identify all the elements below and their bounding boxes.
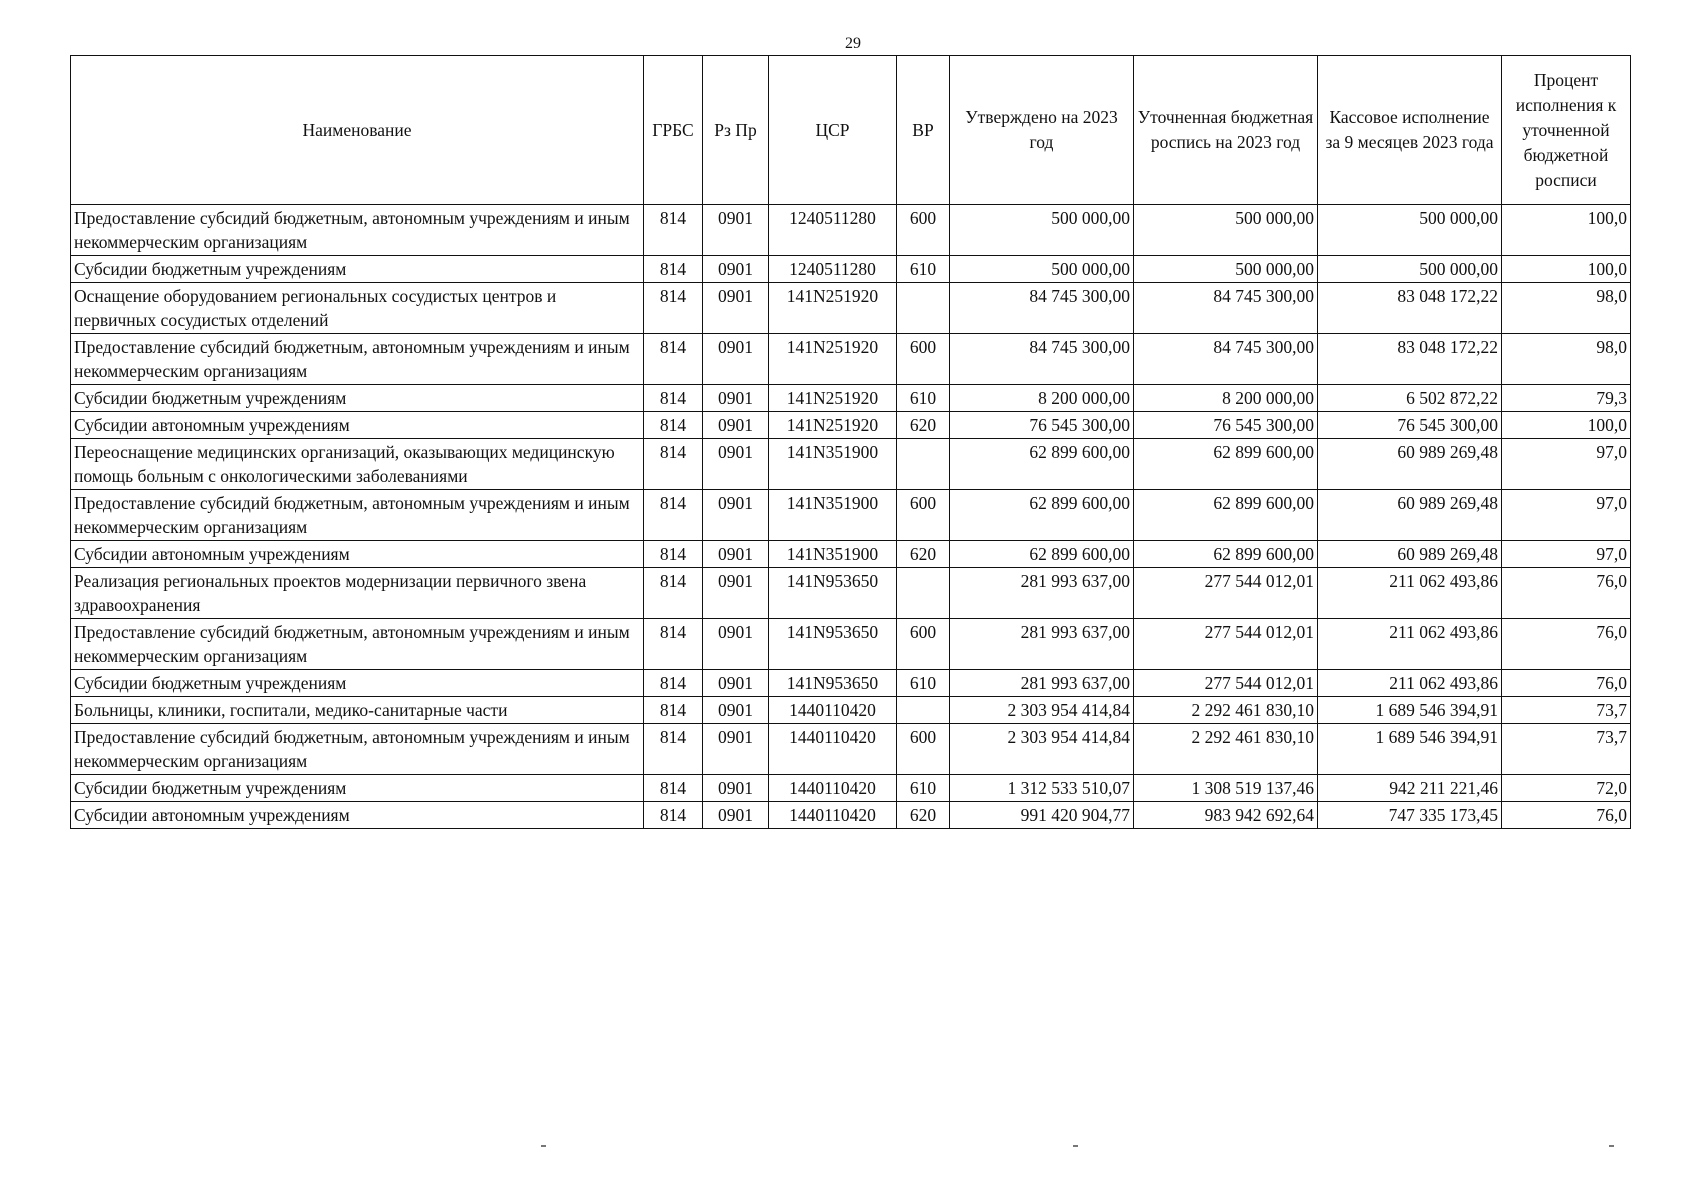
cell-approved: 84 745 300,00	[950, 283, 1134, 334]
table-row	[71, 619, 1631, 670]
cell-csr: 141N953650	[769, 568, 897, 619]
cell-csr: 141N953650	[769, 619, 897, 670]
table-row	[71, 205, 1631, 256]
cell-vr: 620	[897, 412, 950, 439]
cell-rzpr: 0901	[703, 541, 769, 568]
scan-mark	[1609, 1145, 1614, 1147]
cell-refined: 500 000,00	[1134, 205, 1318, 256]
cell-grbs: 814	[644, 439, 703, 490]
cell-grbs: 814	[644, 385, 703, 412]
cell-csr: 141N251920	[769, 385, 897, 412]
cell-vr: 610	[897, 256, 950, 283]
cell-rzpr: 0901	[703, 205, 769, 256]
cell-approved: 62 899 600,00	[950, 490, 1134, 541]
cell-csr: 141N251920	[769, 334, 897, 385]
table-row	[71, 385, 1631, 412]
cell-refined: 983 942 692,64	[1134, 802, 1318, 829]
cell-rzpr: 0901	[703, 670, 769, 697]
budget-table	[70, 55, 1631, 829]
cell-approved: 84 745 300,00	[950, 334, 1134, 385]
cell-refined: 1 308 519 137,46	[1134, 775, 1318, 802]
cell-grbs: 814	[644, 412, 703, 439]
cell-csr: 141N953650	[769, 670, 897, 697]
header-csr: ЦСР	[769, 56, 897, 205]
cell-vr: 620	[897, 541, 950, 568]
cell-name: Предоставление субсидий бюджетным, автономным учреждениям и иным некоммерческим организациям	[71, 334, 644, 385]
cell-percent: 76,0	[1502, 670, 1631, 697]
cell-cash: 76 545 300,00	[1318, 412, 1502, 439]
table-row	[71, 334, 1631, 385]
cell-cash: 942 211 221,46	[1318, 775, 1502, 802]
cell-cash: 1 689 546 394,91	[1318, 724, 1502, 775]
cell-name: Переоснащение медицинских организаций, оказывающих медицинскую помощь больным с онкологическими заболеваниями	[71, 439, 644, 490]
cell-rzpr: 0901	[703, 490, 769, 541]
cell-grbs: 814	[644, 724, 703, 775]
cell-rzpr: 0901	[703, 619, 769, 670]
cell-approved: 500 000,00	[950, 205, 1134, 256]
cell-percent: 76,0	[1502, 619, 1631, 670]
cell-refined: 62 899 600,00	[1134, 490, 1318, 541]
header-cash: Кассовое исполнение за 9 месяцев 2023 года	[1318, 56, 1502, 205]
cell-rzpr: 0901	[703, 775, 769, 802]
cell-approved: 62 899 600,00	[950, 541, 1134, 568]
cell-vr: 600	[897, 619, 950, 670]
cell-approved: 991 420 904,77	[950, 802, 1134, 829]
cell-refined: 277 544 012,01	[1134, 619, 1318, 670]
cell-refined: 2 292 461 830,10	[1134, 724, 1318, 775]
cell-vr: 600	[897, 205, 950, 256]
cell-name: Предоставление субсидий бюджетным, автономным учреждениям и иным некоммерческим организациям	[71, 724, 644, 775]
cell-name: Субсидии автономным учреждениям	[71, 412, 644, 439]
cell-refined: 76 545 300,00	[1134, 412, 1318, 439]
cell-cash: 83 048 172,22	[1318, 283, 1502, 334]
cell-refined: 8 200 000,00	[1134, 385, 1318, 412]
cell-cash: 500 000,00	[1318, 256, 1502, 283]
cell-csr: 141N351900	[769, 490, 897, 541]
cell-grbs: 814	[644, 334, 703, 385]
cell-percent: 79,3	[1502, 385, 1631, 412]
cell-percent: 100,0	[1502, 205, 1631, 256]
cell-rzpr: 0901	[703, 385, 769, 412]
cell-csr: 1240511280	[769, 205, 897, 256]
cell-csr: 1440110420	[769, 802, 897, 829]
cell-cash: 211 062 493,86	[1318, 568, 1502, 619]
cell-cash: 83 048 172,22	[1318, 334, 1502, 385]
cell-grbs: 814	[644, 568, 703, 619]
cell-refined: 500 000,00	[1134, 256, 1318, 283]
table-row	[71, 724, 1631, 775]
cell-cash: 60 989 269,48	[1318, 490, 1502, 541]
cell-vr: 610	[897, 670, 950, 697]
table-row	[71, 802, 1631, 829]
cell-refined: 2 292 461 830,10	[1134, 697, 1318, 724]
cell-refined: 62 899 600,00	[1134, 541, 1318, 568]
cell-percent: 97,0	[1502, 490, 1631, 541]
cell-approved: 281 993 637,00	[950, 568, 1134, 619]
table-row	[71, 568, 1631, 619]
cell-percent: 97,0	[1502, 439, 1631, 490]
cell-percent: 100,0	[1502, 412, 1631, 439]
cell-csr: 1440110420	[769, 775, 897, 802]
cell-percent: 97,0	[1502, 541, 1631, 568]
cell-approved: 2 303 954 414,84	[950, 724, 1134, 775]
cell-approved: 500 000,00	[950, 256, 1134, 283]
cell-vr: 600	[897, 334, 950, 385]
cell-name: Субсидии автономным учреждениям	[71, 802, 644, 829]
cell-vr	[897, 697, 950, 724]
cell-approved: 76 545 300,00	[950, 412, 1134, 439]
cell-name: Субсидии бюджетным учреждениям	[71, 670, 644, 697]
cell-csr: 1240511280	[769, 256, 897, 283]
cell-grbs: 814	[644, 697, 703, 724]
cell-approved: 281 993 637,00	[950, 670, 1134, 697]
cell-cash: 6 502 872,22	[1318, 385, 1502, 412]
header-grbs: ГРБС	[644, 56, 703, 205]
header-vr: ВР	[897, 56, 950, 205]
table-row	[71, 439, 1631, 490]
cell-csr: 141N251920	[769, 283, 897, 334]
table-header-row	[71, 56, 1631, 205]
cell-rzpr: 0901	[703, 412, 769, 439]
cell-cash: 211 062 493,86	[1318, 670, 1502, 697]
cell-csr: 141N351900	[769, 439, 897, 490]
cell-grbs: 814	[644, 205, 703, 256]
cell-grbs: 814	[644, 670, 703, 697]
cell-vr: 600	[897, 724, 950, 775]
cell-percent: 98,0	[1502, 334, 1631, 385]
cell-percent: 73,7	[1502, 724, 1631, 775]
cell-name: Субсидии бюджетным учреждениям	[71, 385, 644, 412]
cell-cash: 747 335 173,45	[1318, 802, 1502, 829]
cell-approved: 1 312 533 510,07	[950, 775, 1134, 802]
cell-vr	[897, 568, 950, 619]
header-refined: Уточненная бюджетная роспись на 2023 год	[1134, 56, 1318, 205]
cell-vr: 600	[897, 490, 950, 541]
cell-grbs: 814	[644, 256, 703, 283]
header-percent: Процент исполнения к уточненной бюджетной росписи	[1502, 56, 1631, 205]
cell-refined: 277 544 012,01	[1134, 568, 1318, 619]
table-row	[71, 541, 1631, 568]
cell-csr: 1440110420	[769, 724, 897, 775]
cell-rzpr: 0901	[703, 724, 769, 775]
cell-grbs: 814	[644, 619, 703, 670]
cell-name: Оснащение оборудованием региональных сосудистых центров и первичных сосудистых отделений	[71, 283, 644, 334]
cell-approved: 62 899 600,00	[950, 439, 1134, 490]
header-rzpr: Рз Пр	[703, 56, 769, 205]
cell-refined: 62 899 600,00	[1134, 439, 1318, 490]
cell-approved: 2 303 954 414,84	[950, 697, 1134, 724]
cell-vr	[897, 283, 950, 334]
cell-vr	[897, 439, 950, 490]
cell-vr: 610	[897, 385, 950, 412]
cell-grbs: 814	[644, 802, 703, 829]
cell-rzpr: 0901	[703, 256, 769, 283]
cell-cash: 60 989 269,48	[1318, 541, 1502, 568]
cell-rzpr: 0901	[703, 439, 769, 490]
cell-grbs: 814	[644, 490, 703, 541]
cell-grbs: 814	[644, 541, 703, 568]
cell-approved: 8 200 000,00	[950, 385, 1134, 412]
cell-rzpr: 0901	[703, 802, 769, 829]
cell-refined: 84 745 300,00	[1134, 334, 1318, 385]
cell-vr: 610	[897, 775, 950, 802]
cell-percent: 72,0	[1502, 775, 1631, 802]
header-approved: Утверждено на 2023 год	[950, 56, 1134, 205]
cell-vr: 620	[897, 802, 950, 829]
cell-csr: 141N351900	[769, 541, 897, 568]
table-row	[71, 412, 1631, 439]
cell-approved: 281 993 637,00	[950, 619, 1134, 670]
cell-percent: 100,0	[1502, 256, 1631, 283]
cell-rzpr: 0901	[703, 334, 769, 385]
table-row	[71, 283, 1631, 334]
cell-grbs: 814	[644, 775, 703, 802]
table-body	[71, 205, 1631, 829]
cell-rzpr: 0901	[703, 283, 769, 334]
scan-mark	[1073, 1145, 1078, 1147]
cell-name: Субсидии автономным учреждениям	[71, 541, 644, 568]
cell-csr: 141N251920	[769, 412, 897, 439]
cell-percent: 73,7	[1502, 697, 1631, 724]
scan-mark	[541, 1145, 546, 1147]
cell-refined: 84 745 300,00	[1134, 283, 1318, 334]
cell-percent: 76,0	[1502, 802, 1631, 829]
cell-name: Предоставление субсидий бюджетным, автономным учреждениям и иным некоммерческим организациям	[71, 205, 644, 256]
cell-cash: 1 689 546 394,91	[1318, 697, 1502, 724]
cell-name: Субсидии бюджетным учреждениям	[71, 256, 644, 283]
table-row	[71, 490, 1631, 541]
table-row	[71, 697, 1631, 724]
cell-name: Реализация региональных проектов модернизации первичного звена здравоохранения	[71, 568, 644, 619]
cell-cash: 211 062 493,86	[1318, 619, 1502, 670]
cell-cash: 60 989 269,48	[1318, 439, 1502, 490]
cell-refined: 277 544 012,01	[1134, 670, 1318, 697]
cell-percent: 98,0	[1502, 283, 1631, 334]
page-number: 29	[845, 35, 861, 52]
cell-cash: 500 000,00	[1318, 205, 1502, 256]
cell-grbs: 814	[644, 283, 703, 334]
cell-name: Субсидии бюджетным учреждениям	[71, 775, 644, 802]
cell-percent: 76,0	[1502, 568, 1631, 619]
table-row	[71, 775, 1631, 802]
table-row	[71, 670, 1631, 697]
cell-name: Больницы, клиники, госпитали, медико-санитарные части	[71, 697, 644, 724]
cell-name: Предоставление субсидий бюджетным, автономным учреждениям и иным некоммерческим организациям	[71, 490, 644, 541]
cell-name: Предоставление субсидий бюджетным, автономным учреждениям и иным некоммерческим организациям	[71, 619, 644, 670]
cell-rzpr: 0901	[703, 697, 769, 724]
cell-csr: 1440110420	[769, 697, 897, 724]
cell-rzpr: 0901	[703, 568, 769, 619]
header-name: Наименование	[71, 56, 644, 205]
table-row	[71, 256, 1631, 283]
